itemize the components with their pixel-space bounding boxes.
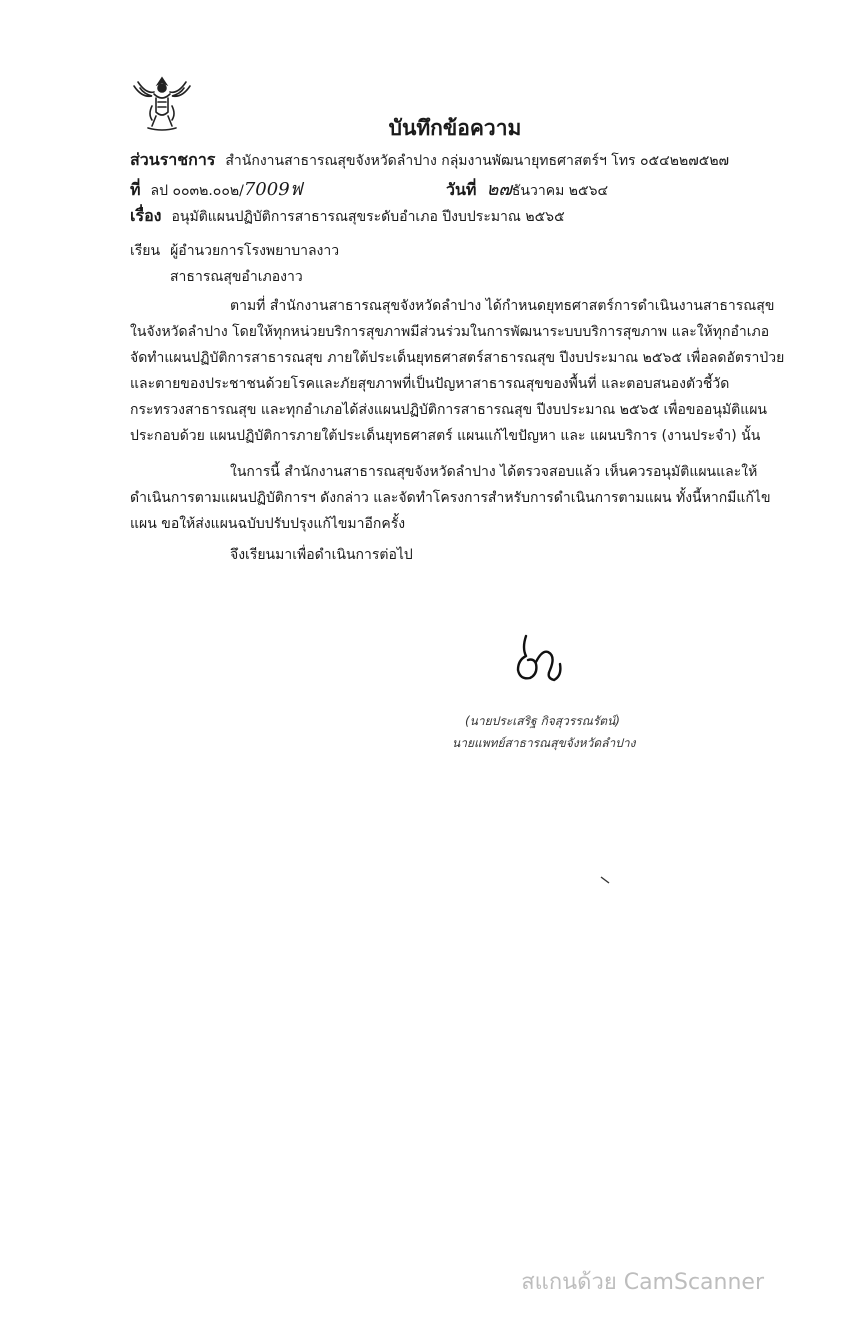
recipient-label: เรียน <box>130 243 161 259</box>
paragraph-1-line: กระทรวงสาธารณสุข และทุกอำเภอได้ส่งแผนปฏิบัติการสาธารณสุข ปีงบประมาณ ๒๕๖๕ เพื่อขออนุมัติแผน <box>130 402 767 418</box>
reference-suffix: ฟ <box>289 179 303 200</box>
date-value: ธันวาคม ๒๕๖๔ <box>511 183 609 199</box>
subject-row <box>130 204 565 229</box>
paragraph-1-line: ประกอบด้วย แผนปฏิบัติการภายใต้ประเด็นยุทธศาสตร์ แผนแก้ไขปัญหา และ แผนบริการ (งานประจำ) นั้น <box>130 428 761 444</box>
paragraph-2-line: ในการนี้ สำนักงานสาธารณสุขจังหวัดลำปาง ได้ตรวจสอบแล้ว เห็นควรอนุมัติแผนและให้ <box>230 464 758 480</box>
paragraph-2-line: ดำเนินการตามแผนปฏิบัติการฯ ดังกล่าว และจัดทำโครงการสำหรับการดำเนินการตามแผน ทั้งนี้หากมีแก้ไข <box>130 490 771 506</box>
agency-value: สำนักงานสาธารณสุขจังหวัดลำปาง กลุ่มงานพัฒนายุทธศาสตร์ฯ โทร ๐๕๔๒๒๗๕๒๗ <box>225 153 730 169</box>
agency-row <box>130 148 729 173</box>
subject-label: เรื่อง <box>130 206 162 225</box>
paragraph-2-line: แผน ขอให้ส่งแผนฉบับปรับปรุงแก้ไขมาอีกครั้ง <box>130 516 406 532</box>
date-label: วันที่ <box>446 180 477 199</box>
paragraph-1-line: ในจังหวัดลำปาง โดยให้ทุกหน่วยบริการสุขภาพมีส่วนร่วมในการพัฒนาระบบบริการสุขภาพ และให้ทุกอำเภอ <box>130 324 770 340</box>
paragraph-1-line: ตามที่ สำนักงานสาธารณสุขจังหวัดลำปาง ได้กำหนดยุทธศาสตร์การดำเนินงานสาธารณสุข <box>230 298 775 314</box>
stray-scan-mark <box>600 876 610 884</box>
memo-title: บันทึกข้อความ <box>388 116 522 140</box>
date-handwritten: ๒๗ <box>486 179 512 200</box>
scanner-watermark: สแกนด้วย CamScanner <box>521 1270 764 1295</box>
agency-label: ส่วนราชการ <box>130 150 216 169</box>
reference-value: ลป ๐๐๓๒.๐๐๒/ <box>150 183 244 199</box>
signer-name: (นายประเสริฐ กิจสุวรรณรัตน์) <box>465 714 620 728</box>
recipient-line-2: สาธารณสุขอำเภองาว <box>170 269 303 285</box>
reference-row <box>130 174 302 203</box>
paragraph-1-line: จัดทำแผนปฏิบัติการสาธารณสุข ภายใต้ประเด็นยุทธศาสตร์สาธารณสุข ปีงบประมาณ ๒๕๖๕ เพื่อลดอัตราป่วย <box>130 350 785 366</box>
recipient-row <box>130 240 339 262</box>
subject-value: อนุมัติแผนปฏิบัติการสาธารณสุขระดับอำเภอ ปีงบประมาณ ๒๕๖๕ <box>171 209 565 225</box>
closing-line: จึงเรียนมาเพื่อดำเนินการต่อไป <box>230 547 413 563</box>
reference-label: ที่ <box>130 180 141 199</box>
signer-position: นายแพทย์สาธารณสุขจังหวัดลำปาง <box>452 736 636 750</box>
paragraph-1-line: และตายของประชาชนด้วยโรคและภัยสุขภาพที่เป็นปัญหาสาธารณสุขของพื้นที่ และตอบสนองตัวชี้วัด <box>130 376 730 392</box>
handwritten-signature <box>508 632 568 684</box>
reference-handwritten: 7009 <box>243 179 290 200</box>
recipient-line-1: ผู้อำนวยการโรงพยาบาลงาว <box>170 243 340 259</box>
date-row <box>446 174 608 203</box>
